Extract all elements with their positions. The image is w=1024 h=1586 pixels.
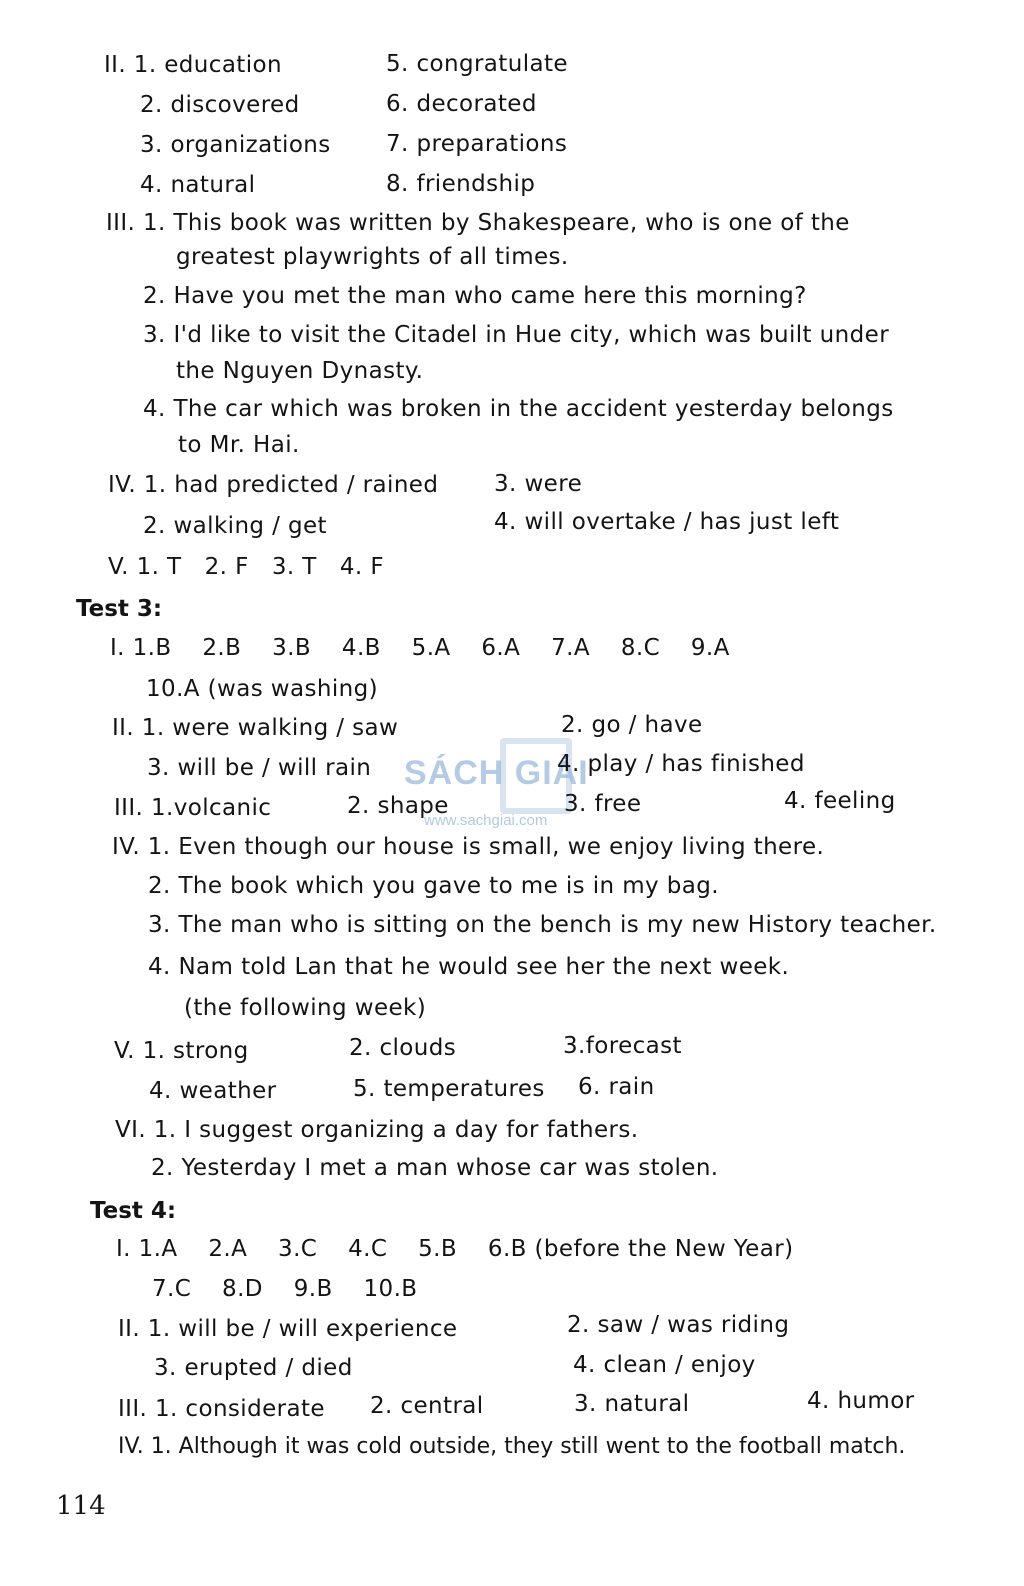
answer-line: 5. congratulate — [386, 51, 568, 77]
answer-line: 2. discovered — [140, 92, 300, 118]
answer-line: III. 1. considerate — [118, 1396, 325, 1422]
answer-line: 4. The car which was broken in the accident yesterday belongs — [143, 396, 894, 422]
section-heading: Test 3: — [76, 596, 163, 622]
answer-line: 3. natural — [574, 1391, 690, 1417]
answer-line: 3. I'd like to visit the Citadel in Hue city, which was built under — [143, 322, 890, 348]
answer-line: 3. free — [564, 791, 642, 817]
answer-line: II. 1. will be / will experience — [118, 1316, 458, 1342]
answer-line: 2. walking / get — [143, 513, 327, 539]
answer-line: 6. decorated — [386, 91, 537, 117]
answer-line: 7. preparations — [386, 131, 568, 157]
answer-line: II. 1. were walking / saw — [112, 715, 399, 741]
answer-line: 3.forecast — [563, 1033, 682, 1059]
answer-line: 4. feeling — [784, 788, 896, 814]
answer-line: V. 1. strong — [114, 1038, 249, 1064]
answer-line: 7.C 8.D 9.B 10.B — [152, 1276, 418, 1302]
answer-line: IV. 1. Even though our house is small, we enjoy living there. — [112, 834, 825, 860]
answer-line: 6. rain — [578, 1074, 655, 1100]
answer-line: greatest playwrights of all times. — [176, 244, 569, 270]
answer-line: IV. 1. had predicted / rained — [108, 472, 439, 498]
answer-line: III. 1. This book was written by Shakespeare, who is one of the — [106, 210, 850, 236]
answer-line: 2. saw / was riding — [567, 1312, 790, 1338]
answer-line: V. 1. T 2. F 3. T 4. F — [108, 554, 384, 580]
answer-line: 3. were — [494, 471, 583, 497]
answer-line: (the following week) — [184, 995, 427, 1021]
answer-line: III. 1.volcanic — [114, 795, 272, 821]
answer-line: IV. 1. Although it was cold outside, they still went to the football match. — [118, 1434, 906, 1459]
answer-line: the Nguyen Dynasty. — [176, 358, 424, 384]
answer-line: 2. go / have — [561, 712, 703, 738]
answer-line: I. 1.A 2.A 3.C 4.C 5.B 6.B (before the New Year) — [116, 1236, 794, 1262]
answer-line: 4. play / has finished — [557, 751, 805, 777]
answer-line: 3. organizations — [140, 132, 331, 158]
answer-line: 2. central — [370, 1393, 484, 1419]
answer-line: 2. Yesterday I met a man whose car was stolen. — [151, 1155, 719, 1181]
section-heading: Test 4: — [90, 1198, 177, 1224]
answer-line: I. 1.B 2.B 3.B 4.B 5.A 6.A 7.A 8.C 9.A — [110, 635, 730, 661]
answer-line: II. 1. education — [104, 52, 282, 78]
answer-line: 4. natural — [140, 172, 256, 198]
answer-line: 2. Have you met the man who came here this morning? — [143, 283, 807, 309]
answer-line: 4. Nam told Lan that he would see her the next week. — [148, 954, 790, 980]
answer-line: 2. The book which you gave to me is in my bag. — [148, 873, 719, 899]
answer-line: 8. friendship — [386, 171, 536, 197]
watermark-url: www.sachgiai.com — [424, 812, 548, 829]
answer-line: 3. The man who is sitting on the bench is my new History teacher. — [148, 912, 937, 938]
answer-line: 4. will overtake / has just left — [494, 509, 840, 535]
page-number: 114 — [56, 1491, 106, 1521]
answer-line: 3. will be / will rain — [147, 755, 372, 781]
answer-line: 10.A (was washing) — [146, 676, 379, 702]
answer-line: to Mr. Hai. — [178, 432, 300, 458]
answer-line: 3. erupted / died — [154, 1355, 353, 1381]
answer-line: 4. humor — [807, 1388, 915, 1414]
answer-line: 4. clean / enjoy — [573, 1352, 756, 1378]
answer-line: 2. clouds — [349, 1035, 457, 1061]
answer-line: 5. temperatures — [353, 1076, 545, 1102]
answer-line: VI. 1. I suggest organizing a day for fathers. — [115, 1117, 639, 1143]
answer-line: 2. shape — [347, 793, 449, 819]
watermark-brand: SÁCH GIẢI — [404, 754, 589, 792]
answer-line: 4. weather — [149, 1078, 277, 1104]
